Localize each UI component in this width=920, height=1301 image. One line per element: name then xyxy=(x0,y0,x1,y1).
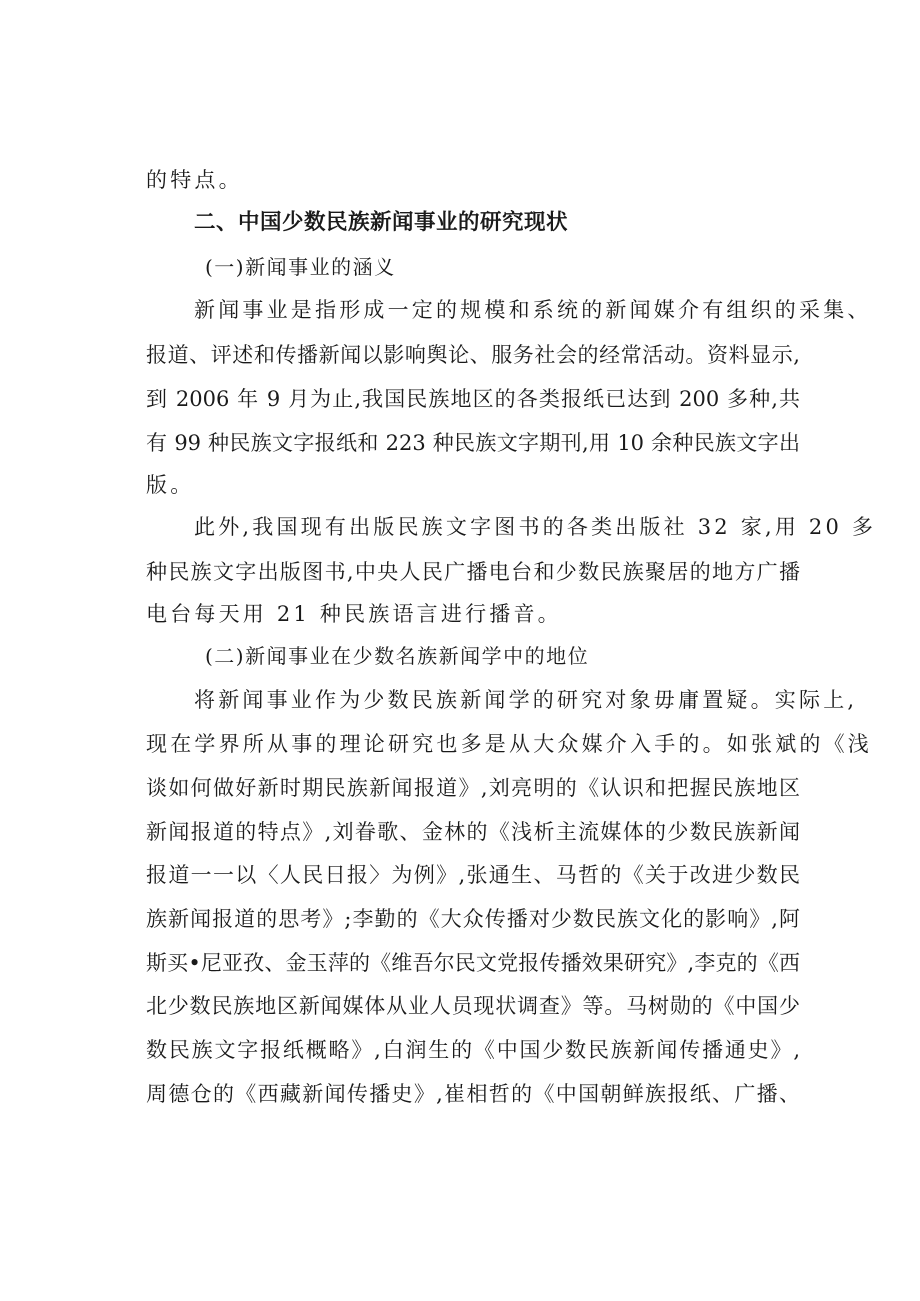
paragraph-line: 种民族文字出版图书,中央人民广播电台和少数民族聚居的地方广播 xyxy=(146,560,800,584)
paragraph-line: 报道一一以〈人民日报〉为例》,张通生、马哲的《关于改进少数民 xyxy=(146,863,800,887)
paragraph-line: 斯买•尼亚孜、金玉萍的《维吾尔民文党报传播效果研究》,李克的《西 xyxy=(146,951,800,975)
paragraph-line: 新闻事业是指形成一定的规模和系统的新闻媒介有组织的采集、 xyxy=(194,298,872,322)
paragraph-line: 电台每天用 21 种民族语言进行播音。 xyxy=(146,602,562,626)
subsection-heading-1: (一)新闻事业的涵义 xyxy=(205,255,396,279)
paragraph-line: 有 99 种民族文字报纸和 223 种民族文字期刊,用 10 余种民族文字出 xyxy=(146,431,800,455)
subsection-heading-2: (二)新闻事业在少数名族新闻学中的地位 xyxy=(205,644,590,668)
paragraph-line: 数民族文字报纸概略》,白润生的《中国少数民族新闻传播通史》, xyxy=(146,1038,800,1062)
paragraph-line: 新闻报道的特点》,刘眷歌、金林的《浅析主流媒体的少数民族新闻 xyxy=(146,820,800,844)
continuation-text: 的特点。 xyxy=(146,168,243,192)
paragraph-line: 周德仓的《西藏新闻传播史》,崔相哲的《中国朝鲜族报纸、广播、 xyxy=(146,1082,800,1106)
paragraph-line: 谈如何做好新时期民族新闻报道》,刘亮明的《认识和把握民族地区 xyxy=(146,776,800,800)
section-heading: 二、中国少数民族新闻事业的研究现状 xyxy=(194,210,569,235)
paragraph-line: 现在学界所从事的理论研究也多是从大众媒介入手的。如张斌的《浅 xyxy=(146,732,872,756)
paragraph-line: 此外,我国现有出版民族文字图书的各类出版社 32 家,用 20 多 xyxy=(194,515,877,539)
paragraph-line: 版。 xyxy=(146,473,195,497)
paragraph-line: 北少数民族地区新闻媒体从业人员现状调查》等。马树勋的《中国少 xyxy=(146,994,800,1018)
paragraph-line: 族新闻报道的思考》;李勤的《大众传播对少数民族文化的影响》,阿 xyxy=(146,907,800,931)
paragraph-line: 到 2006 年 9 月为止,我国民族地区的各类报纸已达到 200 多种,共 xyxy=(146,387,800,411)
paragraph-line: 报道、评述和传播新闻以影响舆论、服务社会的经常活动。资料显示, xyxy=(146,343,800,367)
paragraph-line: 将新闻事业作为少数民族新闻学的研究对象毋庸置疑。实际上, xyxy=(194,688,858,712)
